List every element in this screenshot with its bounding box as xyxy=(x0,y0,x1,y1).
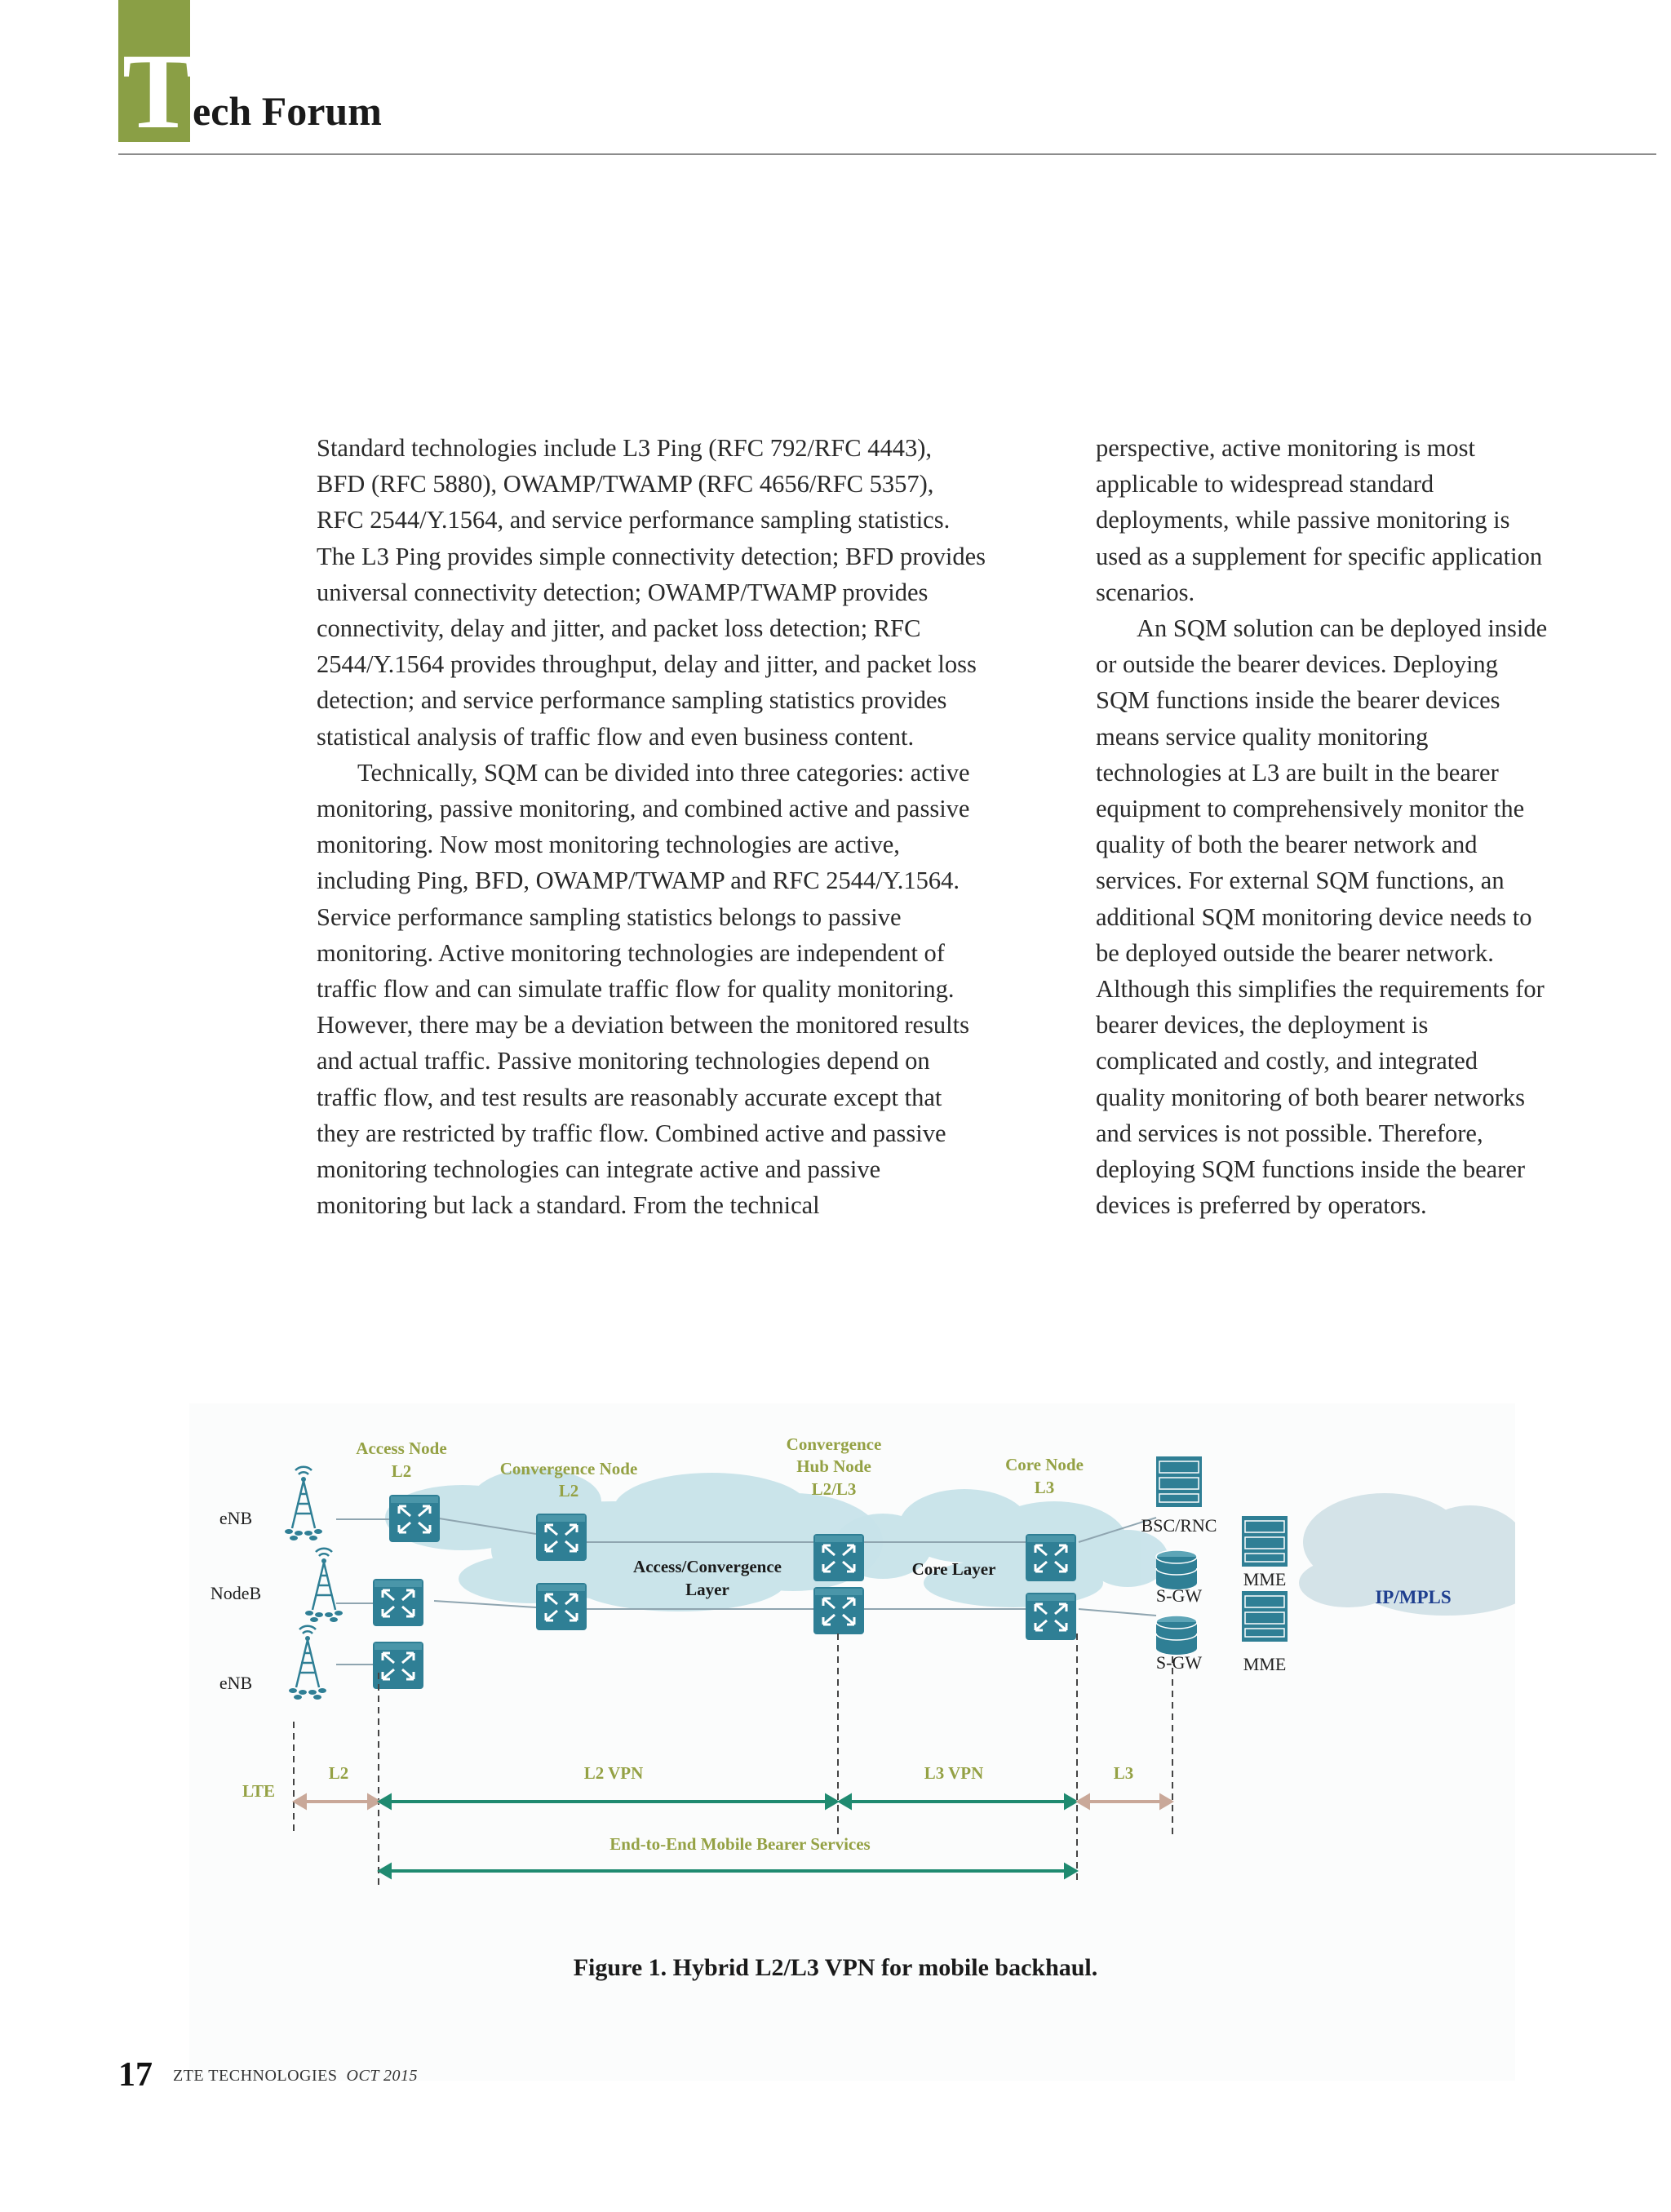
router-access-mid xyxy=(373,1579,423,1626)
label-core-node: Core Node xyxy=(1005,1455,1084,1474)
paragraph: Standard technologies include L3 Ping (RFC 792/RFC 4443), BFD (RFC 5880), OWAMP/TWAMP (RFC 4656/RFC 5357), RFC 2544/Y.1564, and service performance sampling statistics. The L3 Ping provides simple connectivity detection; BFD provides universal connectivity detection; OWAMP/TWAMP provides connectivity, delay and jitter, and packet loss detection; RFC 2544/Y.1564 provides throughput, delay and jitter, and packet loss detection; and service performance sampling statistics provides statistical analysis of traffic flow and even business content. xyxy=(317,434,986,751)
label-ip-mpls: IP/MPLS xyxy=(1375,1587,1452,1607)
router-hub-bottom xyxy=(813,1587,864,1634)
router-hub-top xyxy=(813,1534,864,1581)
label-mme-top: MME xyxy=(1243,1569,1287,1589)
arrow-end-to-end xyxy=(380,1865,1075,1877)
label-l3: L3 xyxy=(1113,1763,1134,1783)
base-station-nodeb xyxy=(305,1549,343,1622)
label-core-layer: Core Layer xyxy=(911,1559,996,1579)
label-access-convergence-layer: Access/Convergence xyxy=(633,1557,782,1576)
mme-device-bottom xyxy=(1242,1591,1288,1642)
label-lte: LTE xyxy=(242,1781,276,1801)
label-mme-bottom: MME xyxy=(1243,1654,1287,1674)
bsc-rnc-device xyxy=(1156,1456,1202,1507)
page-number: 17 xyxy=(118,2056,153,2094)
label-core-node-layer: L3 xyxy=(1034,1478,1055,1497)
mme-device-top xyxy=(1242,1516,1288,1567)
footer-magazine xyxy=(173,2067,418,2086)
label-access-convergence-layer-2: Layer xyxy=(685,1580,729,1599)
router-access-top xyxy=(389,1495,440,1542)
label-enb-bottom: eNB xyxy=(219,1673,253,1693)
label-convergence-node: Convergence Node xyxy=(499,1459,638,1478)
label-hub-node-layer: L2/L3 xyxy=(811,1479,857,1499)
section-initial: T xyxy=(122,31,195,151)
sgw-device-top xyxy=(1156,1550,1197,1589)
base-station-enb-top xyxy=(285,1467,322,1540)
router-core-top xyxy=(1026,1534,1076,1581)
arrow-l2 xyxy=(295,1796,379,1807)
header-divider xyxy=(118,153,1656,155)
issue-date: OCT 2015 xyxy=(346,2067,419,2085)
label-hub-node-line2: Hub Node xyxy=(796,1456,871,1476)
label-l2: L2 xyxy=(328,1763,349,1783)
label-hub-node-line1: Convergence xyxy=(786,1434,882,1454)
label-access-node-layer: L2 xyxy=(391,1461,412,1481)
cloud-access xyxy=(385,1469,883,1611)
paragraph: perspective, active monitoring is most applicable to widespread standard deployments, while passive monitoring is used as a supplement for specific application scenarios. xyxy=(1096,434,1543,606)
arrow-l2-vpn xyxy=(380,1796,836,1807)
arrow-l3 xyxy=(1079,1796,1171,1807)
section-title: ech Forum xyxy=(193,88,382,134)
router-access-bottom xyxy=(373,1642,423,1689)
label-nodeb: NodeB xyxy=(210,1583,262,1603)
base-station-enb-bottom xyxy=(289,1626,326,1700)
left-text-column xyxy=(317,430,986,1223)
figure-caption: Figure 1. Hybrid L2/L3 VPN for mobile backhaul. xyxy=(573,1954,1098,1981)
right-text-column xyxy=(1096,430,1553,1223)
router-core-bottom xyxy=(1026,1593,1076,1640)
sgw-device-bottom xyxy=(1156,1616,1197,1655)
router-convergence-bottom xyxy=(536,1583,587,1630)
label-sgw-bottom: S-GW xyxy=(1155,1652,1203,1673)
label-l3-vpn: L3 VPN xyxy=(924,1763,984,1783)
router-convergence-top xyxy=(536,1514,587,1561)
label-bsc-rnc: BSC/RNC xyxy=(1141,1515,1217,1536)
network-diagram xyxy=(189,1420,1515,1909)
paragraph: An SQM solution can be deployed inside or outside the bearer devices. Deploying SQM functions inside the bearer devices means service quality monitoring technologies at L3 are built in the bearer equipment to comprehensively monitor the quality of both the bearer network and services. For external SQM functions, an additional SQM monitoring device needs to be deployed outside the bearer network. Although this simplifies the requirements for bearer devices, the deployment is complicated and costly, and integrated quality monitoring of both bearer networks and services is not possible. Therefore, deploying SQM functions inside the bearer devices is preferred by operators. xyxy=(1096,614,1548,1220)
arrow-l3-vpn xyxy=(840,1796,1075,1807)
label-end-to-end: End-to-End Mobile Bearer Services xyxy=(609,1834,871,1854)
label-sgw-top: S-GW xyxy=(1155,1585,1203,1606)
label-access-node: Access Node xyxy=(356,1438,447,1458)
magazine-name: ZTE TECHNOLOGIES xyxy=(173,2067,338,2085)
label-enb-top: eNB xyxy=(219,1508,253,1528)
cloud-core xyxy=(834,1489,1168,1607)
paragraph: Technically, SQM can be divided into three categories: active monitoring, passive monitoring, and combined active and passive monitoring. Now most monitoring technologies are active, including Ping, BFD, OWAMP/TWAMP and RFC 2544/Y.1564. Service performance sampling statistics belongs to passive monitoring. Active monitoring technologies are independent of traffic flow and can simulate traffic flow for quality monitoring. However, there may be a deviation between the monitored results and actual traffic. Passive monitoring technologies depend on traffic flow, and test results are reasonably accurate except that they are restricted by traffic flow. Combined active and passive monitoring technologies can integrate active and passive monitoring but lack a standard. From the technical xyxy=(317,758,970,1220)
label-l2-vpn: L2 VPN xyxy=(583,1763,644,1783)
label-convergence-node-layer: L2 xyxy=(558,1481,579,1501)
